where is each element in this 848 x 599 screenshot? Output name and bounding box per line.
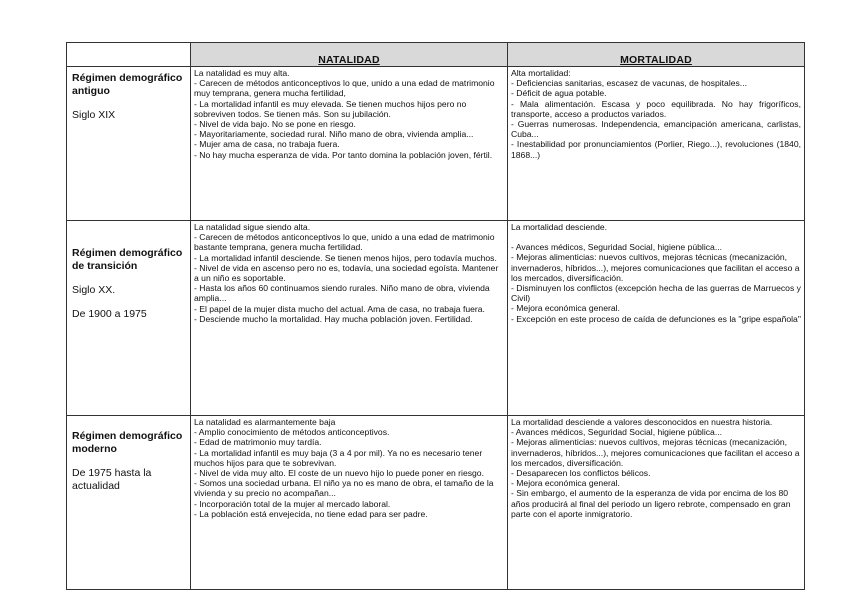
natalidad-line: - La mortalidad infantil es muy elevada. Se tienen muchos hijos pero no sobreviven todos. Se tienen más. Son su jubilación. bbox=[194, 98, 467, 119]
mortalidad-line: - Inestabilidad por pronunciamientos (Porlier, Riego...), revoluciones (1840, 1868...) bbox=[511, 139, 801, 160]
mortalidad-line: - Deficiencias sanitarias, escasez de vacunas, de hospitales... bbox=[511, 78, 747, 89]
natalidad-header: NATALIDAD bbox=[318, 54, 380, 66]
mortalidad-line: - Avances médicos, Seguridad Social, higiene pública... bbox=[511, 427, 722, 438]
demographic-regimes-table bbox=[66, 42, 805, 590]
natalidad-cell-antiguo bbox=[191, 67, 508, 221]
mortalidad-line: - Sin embargo, el aumento de la esperanza de vida por encima de los 80 años producirá al final del periodo un ligero rebrote, compensado en gran parte con el aporte inmigratorio. bbox=[511, 488, 791, 519]
empty-corner-cell bbox=[67, 43, 191, 67]
mortalidad-cell-moderno bbox=[508, 416, 805, 590]
row-period: De 1900 a 1975 bbox=[72, 308, 147, 320]
mortalidad-line: La mortalidad desciende. bbox=[511, 222, 608, 232]
natalidad-line: - Amplio conocimiento de métodos anticonceptivos. bbox=[194, 427, 390, 438]
natalidad-line: - La mortalidad infantil desciende. Se tienen menos hijos, pero todavía muchos. bbox=[194, 252, 497, 263]
natalidad-line: - Incorporación total de la mujer al mercado laboral. bbox=[194, 498, 391, 509]
natalidad-line: - Somos una sociedad urbana. El niño ya no es mano de obra, el tamaño de la vivienda y su precio no acompañan... bbox=[194, 478, 494, 499]
row-period: Siglo XIX bbox=[72, 109, 116, 121]
natalidad-line: - No hay mucha esperanza de vida. Por tanto domina la población joven, fértil. bbox=[194, 149, 493, 160]
natalidad-line: - Desciende mucho la mortalidad. Hay mucha población joven. Fertilidad. bbox=[194, 313, 473, 324]
natalidad-line: - Hasta los años 60 continuamos siendo rurales. Niño mano de obra, vivienda amplia... bbox=[194, 283, 490, 304]
row-title: Régimen demográfico antiguo bbox=[72, 72, 183, 97]
natalidad-line: - La población está envejecida, no tiene edad para ser padre. bbox=[194, 508, 428, 519]
table-row-moderno bbox=[67, 416, 805, 590]
natalidad-line: La natalidad es muy alta. bbox=[194, 68, 290, 78]
natalidad-line: - Carecen de métodos anticonceptivos lo que, unido a una edad de matrimonio muy temprana, genera mucha fertilidad, bbox=[194, 78, 495, 99]
natalidad-cell-moderno bbox=[191, 416, 508, 590]
mortalidad-line: - Mejora económica general. bbox=[511, 478, 620, 489]
row-heading-moderno bbox=[67, 416, 191, 590]
row-title: Régimen demográfico de transición bbox=[72, 247, 183, 272]
mortalidad-cell-transicion bbox=[508, 221, 805, 416]
row-title: Régimen demográfico moderno bbox=[72, 430, 183, 455]
mortalidad-cell-antiguo bbox=[508, 67, 805, 221]
natalidad-line: - La mortalidad infantil es muy baja (3 a 4 por mil). Ya no es necesario tener muchos hijos para que te sobrevivan. bbox=[194, 447, 483, 468]
mortalidad-line: - Avances médicos, Seguridad Social, higiene pública... bbox=[511, 242, 722, 253]
mortalidad-header: MORTALIDAD bbox=[620, 54, 692, 66]
mortalidad-line: - Mejoras alimenticias: nuevos cultivos, mejoras técnicas (mecanización, invernaderos, híbridos...), mejores comunicaciones que facilitan el acceso a los mercados, diversificación. bbox=[511, 252, 800, 283]
table-row-antiguo bbox=[67, 67, 805, 221]
mortalidad-line: La mortalidad desciende a valores desconocidos en nuestra historia. bbox=[511, 417, 773, 427]
natalidad-line: - Carecen de métodos anticonceptivos lo que, unido a una edad de matrimonio bastante temprana, genera mucha fertilidad. bbox=[194, 232, 495, 253]
natalidad-line: La natalidad es alarmantemente baja bbox=[194, 417, 336, 427]
row-heading-transicion bbox=[67, 221, 191, 416]
natalidad-line: - Nivel de vida bajo. No se pone en riesgo. bbox=[194, 119, 356, 130]
natalidad-line: La natalidad sigue siendo alta. bbox=[194, 222, 311, 232]
mortalidad-blank-line bbox=[511, 232, 801, 242]
natalidad-header-cell bbox=[191, 43, 508, 67]
row-period: De 1975 hasta la actualidad bbox=[72, 467, 152, 492]
natalidad-line: - Mujer ama de casa, no trabaja fuera. bbox=[194, 139, 340, 150]
mortalidad-line: - Mejora económica general. bbox=[511, 303, 620, 314]
natalidad-line: - Edad de matrimonio muy tardía. bbox=[194, 437, 322, 448]
natalidad-cell-transicion bbox=[191, 221, 508, 416]
mortalidad-header-cell bbox=[508, 43, 805, 67]
natalidad-line: - Nivel de vida muy alto. El coste de un nuevo hijo lo puede poner en riesgo. bbox=[194, 468, 484, 479]
row-heading-antiguo bbox=[67, 67, 191, 221]
mortalidad-line: Alta mortalidad: bbox=[511, 68, 571, 78]
natalidad-line: - Mayoritariamente, sociedad rural. Niño mano de obra, vivienda amplia... bbox=[194, 129, 474, 140]
header-row bbox=[67, 43, 805, 67]
row-period: Siglo XX. bbox=[72, 284, 116, 296]
natalidad-line: - El papel de la mujer dista mucho del actual. Ama de casa, no trabaja fuera. bbox=[194, 303, 485, 314]
mortalidad-line: - Déficit de agua potable. bbox=[511, 88, 607, 99]
mortalidad-line: - Disminuyen los conflictos (excepción hecha de las guerras de Marruecos y Civil) bbox=[511, 283, 801, 304]
mortalidad-line: - Mala alimentación. Escasa y poco equilibrada. No hay frigoríficos, transporte, acceso a productos variados. bbox=[511, 98, 801, 119]
mortalidad-line: - Excepción en este proceso de caída de defunciones es la "gripe española" bbox=[511, 313, 801, 324]
mortalidad-line: - Mejoras alimenticias: nuevos cultivos, mejoras técnicas (mecanización, invernaderos, híbridos...), mejores comunicaciones que facilitan el acceso a los mercados, diversificación. bbox=[511, 437, 800, 468]
mortalidad-line: - Guerras numerosas. Independencia, emancipación americana, carlistas, Cuba... bbox=[511, 119, 801, 140]
natalidad-line: - Nivel de vida en ascenso pero no es, todavía, una sociedad egoísta. Mantener a un niño es soportable. bbox=[194, 262, 499, 284]
table-row-transicion bbox=[67, 221, 805, 416]
mortalidad-line: - Desaparecen los conflictos bélicos. bbox=[511, 468, 651, 479]
